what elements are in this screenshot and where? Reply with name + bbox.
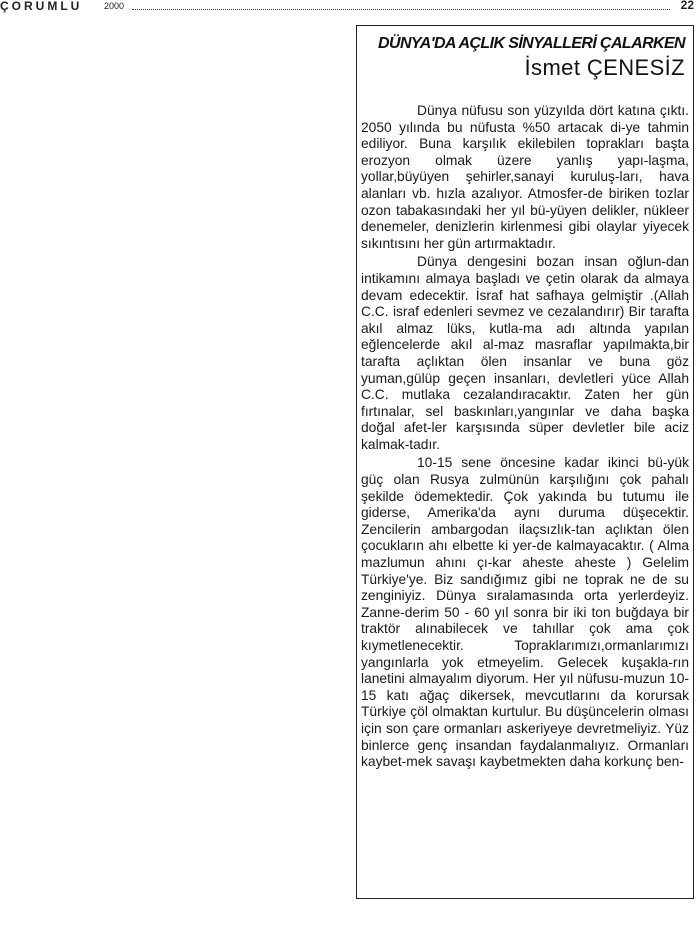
- issue-year: 2000: [104, 1, 125, 11]
- article-paragraph: Dünya dengesini bozan insan oğlun-dan intikamını almaya başladı ve çetin olarak da almaya devam edecektir. İsraf hat safhaya gelmiştir .(Allah C.C. israf edenleri sevmez ve cezalandırır) Bir tarafta akıl almaz lüks, kutla-ma adı altında yapılan eğlencelerde akıl al-maz masraflar yapılmakta,bir tarafta açlıktan ölen insanlar ve buna göz yuman,gülüp geçen insanları, devletleri yüce Allah C.C. mutlaka cezalandıracaktır. Zaten her gün fırtınalar, sel baskınları,yangınlar ve daha başka doğal afet-ler karşısında süper devletler bile aciz kalmak-tadır.: [361, 254, 689, 452]
- article-box: [356, 25, 694, 899]
- article-paragraph: Dünya nüfusu son yüzyılda dört katına çıktı. 2050 yılında bu nüfusta %50 artacak di-ye tahmin ediliyor. Buna karşılık ekilebilen toprakları başta erozyon olmak üzere yanlış yapı-laşma, yollar,büyüyen şehirler,sanayi kuruluş-ları, hava alanları vb. hızla azalıyor. Atmosfer-de biriken tozlar ozon tabakasındaki her yıl bü-yüyen delikler, nükleer denemeler, denizlerin kirlenmesi gibi olaylar yiyecek sıkıntısını her gün artırmaktadır.: [361, 103, 689, 251]
- header-dotted-leader: [132, 9, 670, 10]
- article-paragraph: 10-15 sene öncesine kadar ikinci bü-yük güç olan Rusya zulmünün karşılığını çok pahalı şekilde ödemektedir. Çok yakında bu tutumu ile giderse, Amerika'da aynı duruma düşecektir. Zencilerin ambargodan ilaçsızlık-tan açlıktan ölen çocukların ahı elbette ki yer-de kalmayacaktır. ( Alma mazlumun ahını çı-kar aheste aheste ) Gelelim Türkiye'ye. Biz sandığımız gibi ne toprak ne de su zenginiyiz. Dünya sıralamasında orta yerlerdeyiz. Zanne-derim 50 - 60 yıl sonra bir iki ton buğdaya bir traktör alınabilecek ve tahıllar çok ama çok kıymetlenecektir. Topraklarımızı,ormanlarımızı yangınlarla yok etmeyelim. Gelecek kuşakla-rın lanetini almayalım diyorum. Her yıl nüfusu-muzun 10-15 katı ağaç dikersek, mevcutlarını da korursak Türkiye çöl olmaktan kurtulur. Bu düşüncelerin olması için son çare ormanları askeriyeye devretmeliyiz. Yüz binlerce genç insandan faydalanmalıyız. Ormanları kaybet-mek savaşı kaybetmekten daha korkunç ben-: [361, 455, 689, 770]
- page-number: 22: [680, 0, 694, 12]
- article-author: İsmet ÇENESİZ: [524, 55, 685, 80]
- article-title: DÜNYA'DA AÇLIK SİNYALLERİ ÇALARKEN: [378, 35, 685, 52]
- page-header: [0, 0, 696, 14]
- magazine-name: ÇORUMLU: [0, 0, 83, 13]
- article-body: [361, 103, 689, 771]
